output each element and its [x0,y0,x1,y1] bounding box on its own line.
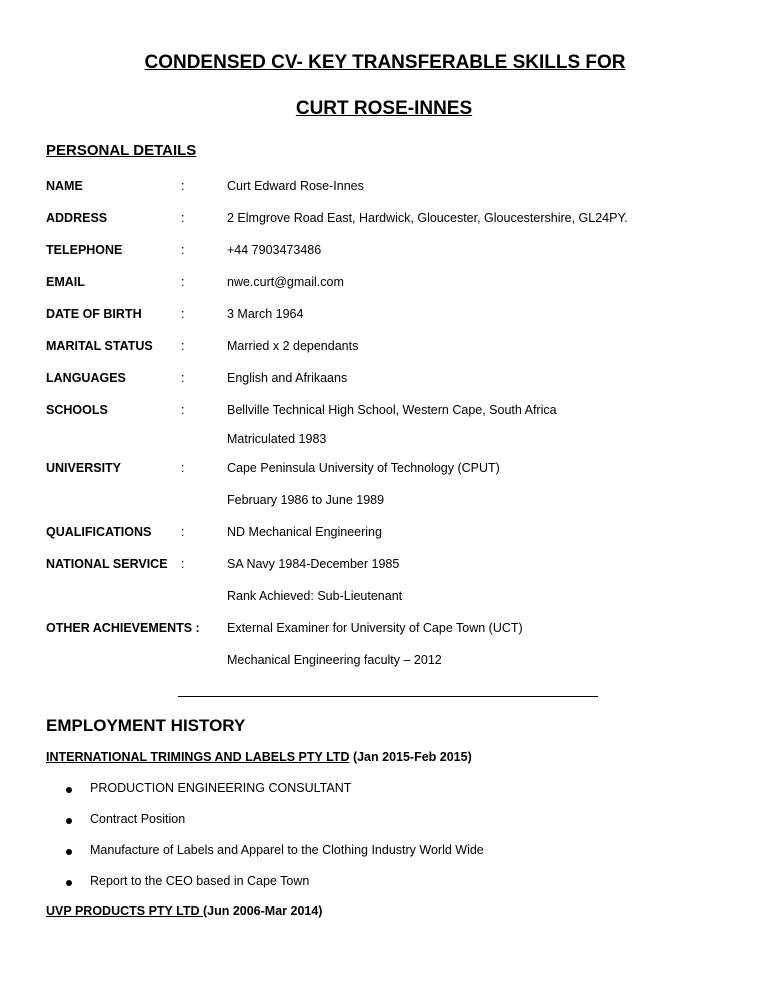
detail-value: Bellville Technical High School, Western Cape, South Africa [227,403,557,417]
detail-value: External Examiner for University of Cape Town (UCT) [227,621,523,635]
detail-label: MARITAL STATUS [46,339,153,353]
employment-history-heading: EMPLOYMENT HISTORY [46,716,246,735]
company-name: INTERNATIONAL TRIMINGS AND LABELS PTY LTD [46,750,350,764]
detail-label [46,621,200,635]
detail-colon: : [181,211,185,225]
detail-row-marital-status [46,339,726,359]
detail-value: Cape Peninsula University of Technology (CPUT) [227,461,500,475]
detail-continuation: Rank Achieved: Sub-Lieutenant [227,589,403,603]
bullet-icon [66,818,72,824]
bullet-text: Contract Position [90,812,186,826]
detail-value: nwe.curt@gmail.com [227,275,344,289]
detail-continuation: Mechanical Engineering faculty – 2012 [227,653,442,667]
detail-colon: : [181,339,185,353]
detail-value: +44 7903473486 [227,243,322,257]
detail-colon: : [181,179,185,193]
detail-colon: : [192,621,200,635]
detail-colon: : [181,403,185,417]
job-period: (Jan 2015-Feb 2015) [349,750,472,764]
detail-colon: : [181,371,185,385]
detail-colon: : [181,525,185,539]
detail-label: SCHOOLS [46,403,108,417]
detail-label-text: OTHER ACHIEVEMENTS [46,621,193,635]
detail-label: DATE OF BIRTH [46,307,142,321]
personal-details-heading: PERSONAL DETAILS [46,142,197,159]
company-name: UVP PRODUCTS PTY LTD [46,904,203,918]
detail-label: UNIVERSITY [46,461,122,475]
detail-label: QUALIFICATIONS [46,525,152,539]
detail-label: LANGUAGES [46,371,126,385]
bullet-icon [66,849,72,855]
document-title: CONDENSED CV- KEY TRANSFERABLE SKILLS FOR [144,52,626,73]
detail-row-qualifications [46,525,726,545]
detail-label: NATIONAL SERVICE [46,557,168,571]
detail-colon: : [181,243,185,257]
detail-row-date-of-birth [46,307,726,327]
bullet-icon [66,880,72,886]
detail-value: Married x 2 dependants [227,339,359,353]
detail-value: ND Mechanical Engineering [227,525,382,539]
detail-row-name [46,179,726,199]
detail-value: 2 Elmgrove Road East, Hardwick, Gloucester, Gloucestershire, GL24PY. [227,211,628,225]
detail-row-languages [46,371,726,391]
detail-value: English and Afrikaans [227,371,348,385]
detail-row-address [46,211,726,231]
detail-label: ADDRESS [46,211,108,225]
detail-colon: : [181,557,185,571]
bullet-icon [66,787,72,793]
job-company-line [46,750,472,764]
detail-label: EMAIL [46,275,85,289]
bullet-text: Report to the CEO based in Cape Town [90,874,310,888]
detail-row-email [46,275,726,295]
section-divider [178,696,598,697]
detail-row-national-service [46,557,726,577]
bullet-text: Manufacture of Labels and Apparel to the Clothing Industry World Wide [90,843,484,857]
detail-row-schools [46,403,726,423]
bullet-text: PRODUCTION ENGINEERING CONSULTANT [90,781,352,795]
detail-colon: : [181,307,185,321]
detail-value: Curt Edward Rose-Innes [227,179,364,193]
detail-colon: : [181,275,185,289]
job-company-line [46,904,322,918]
detail-continuation: February 1986 to June 1989 [227,493,385,507]
detail-row-university [46,461,726,481]
detail-value: SA Navy 1984-December 1985 [227,557,400,571]
detail-continuation: Matriculated 1983 [227,432,327,446]
detail-value: 3 March 1964 [227,307,304,321]
detail-label: TELEPHONE [46,243,123,257]
detail-label: NAME [46,179,83,193]
detail-row-other-achievements [46,621,726,641]
detail-colon: : [181,461,185,475]
candidate-name-title: CURT ROSE-INNES [295,98,473,119]
job-period: (Jun 2006-Mar 2014) [202,904,323,918]
detail-row-telephone [46,243,726,263]
